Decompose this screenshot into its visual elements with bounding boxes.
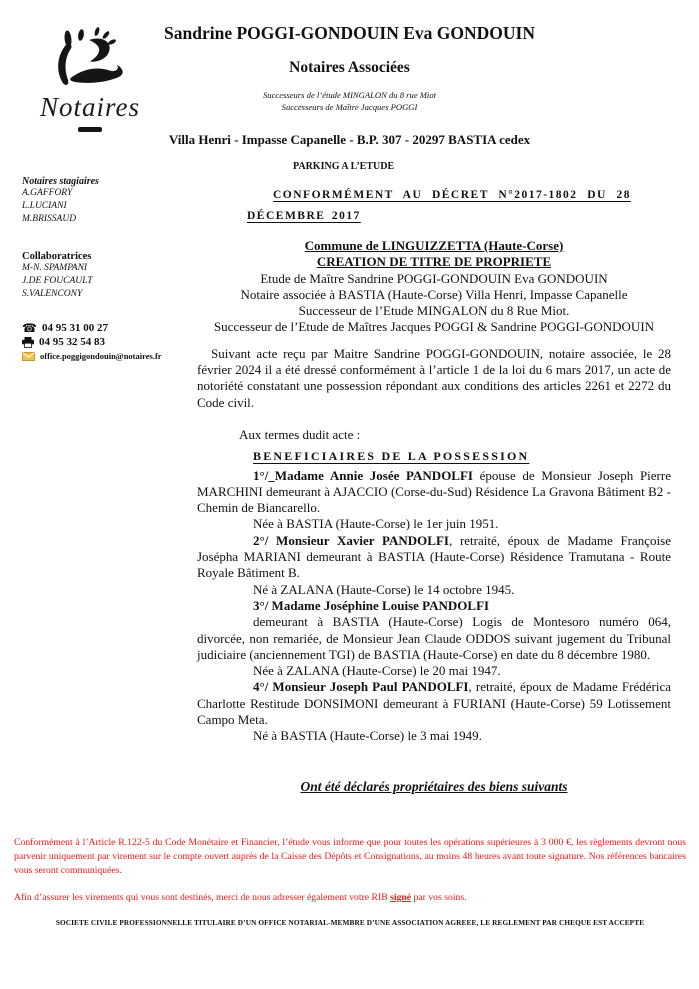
successor-line-2: Successeurs de Maître Jacques POGGI [281, 101, 418, 112]
rib-notice-line [14, 892, 686, 903]
decree-heading [247, 185, 631, 227]
beneficiary-1-text: épouse de Monsieur Joseph Pierre MARCHINI demeurant à AJACCIO (Corse-du-Sud) Résidence La Gravona Bâtiment B2 - Chemin de Biancarello. [197, 467, 671, 516]
successor-line-1: Successeurs de l’étude MINGALON du 8 rue Miot [262, 90, 437, 100]
aux-termes-line: Aux termes dudit acte : [239, 426, 361, 442]
stagiaire-name: M.BRISSAUD [22, 214, 77, 224]
logo-wordmark: Notaires [39, 92, 140, 122]
fax-number: 04 95 32 54 83 [39, 336, 105, 348]
beneficiary-3-paragraph: demeurant à BASTIA (Haute-Corse) Logis de Montesoro numéro 064, divorcée, non remariée, de Monsieur Jean Claude ODDOS suivant jugement du Tribunal judiciaire (anciennement TGI) de BASTIA (Haute-Corse) en date du 8 décembre 1980. [197, 614, 671, 662]
payment-notice-paragraph: Conformément à l’Article R.122-5 du Code Monétaire et Financier, l’étude vous informe que pour toutes les opérations supérieures à 3 000 €, les règlements devront nous parvenir uniquement par virement sur le compte ouvert auprès de la Caisse des Dépôts et Consignations, au moins 48 heures avant toute signature. Nos références bancaires vous seront communiquées. [14, 837, 686, 877]
phone-icon: ☎ [22, 321, 37, 335]
beneficiary-3-heading [197, 598, 671, 614]
beneficiary-2-birth: Né à ZALANA (Haute-Corse) le 14 octobre 1945. [253, 581, 515, 597]
collaboratrice-name: J.DE FOUCAULT [22, 276, 93, 286]
beneficiary-1-paragraph [197, 468, 671, 517]
beneficiary-4-paragraph [197, 679, 671, 728]
successors-block [0, 90, 699, 113]
beneficiary-3-birth: Née à ZALANA (Haute-Corse) le 20 mai 1947. [253, 663, 501, 679]
intro-paragraph: Suivant acte reçu par Maitre Sandrine POGGI-GONDOUIN, notaire associée, le 28 février 2024 il a été dressé conformément à l’article 1 de la loi du 6 mars 2017, un acte de notoriété constatant une possession répondant aux conditions des articles 2261 et 2272 du Code civil. [197, 345, 671, 410]
etude-line-1: Etude de Maître Sandrine POGGI-GONDOUIN Eva GONDOUIN [260, 270, 608, 286]
legal-mention-line: SOCIETE CIVILE PROFESSIONNELLE TITULAIRE D’UN OFFICE NOTARIAL-MEMBRE D’UNE ASSOCIATION AGREEE, LE REGLEMENT PAR CHEQUE EST ACCEPTE [55, 917, 645, 927]
act-body [197, 238, 671, 795]
creation-heading: CREATION DE TITRE DE PROPRIETE [316, 254, 552, 270]
stagiaires-title: Notaires stagiaires [22, 176, 99, 187]
beneficiary-4-text: , retraité, époux de Madame Frédérica Charlotte Restitude DONSIMONI demeurant à FURIANI (Haute-Corse) 59 Lotissement Campo Meta. [197, 679, 672, 728]
rib-notice-prefix: Afin d’assurer les virements qui vous sont destinés, merci de nous adresser également votre RIB [14, 891, 391, 903]
beneficiary-4-birth: Né à BASTIA (Haute-Corse) le 3 mai 1949. [253, 728, 482, 744]
rib-notice-suffix: par vos soins. [411, 891, 467, 903]
commune-heading: Commune de LINGUIZZETTA (Haute-Corse) [304, 238, 564, 253]
phone-row [22, 321, 197, 335]
etude-line-4: Successeur de l’Etude de Maîtres Jacques POGGI & Sandrine POGGI-GONDOUIN [213, 319, 655, 335]
phone-number: 04 95 31 00 27 [41, 322, 108, 334]
letterhead-sidebar [22, 176, 197, 363]
email-address: office.poggigondouin@notaires.fr [40, 351, 162, 361]
etude-line-2: Notaire associée à BASTIA (Haute-Corse) Villa Henri, Impasse Capanelle [240, 286, 628, 302]
beneficiaires-heading: BENEFICIAIRES DE LA POSSESSION [253, 449, 530, 464]
collaboratrice-name: M-N. SPAMPANI [22, 263, 88, 273]
beneficiary-2-name: 2°/ Monsieur Xavier PANDOLFI [253, 532, 449, 548]
office-subtitle: Notaires Associées [289, 59, 410, 76]
parking-note: PARKING A L’ETUDE [293, 161, 395, 172]
declaration-heading: Ont été déclarés propriétaires des biens suivants [300, 778, 568, 794]
beneficiary-2-paragraph [197, 533, 671, 582]
office-title: Sandrine POGGI-GONDOUIN Eva GONDOUIN [164, 23, 535, 43]
beneficiary-2-text: , retraité, époux de Madame Françoise Josépha MARIANI demeurant à BASTIA (Haute-Corse) Résidence Tramutana - Route Royale Bâtiment B. [197, 532, 671, 581]
stagiaire-name: A.GAFFORY [22, 188, 73, 198]
beneficiary-3-name: 3°/ Madame Joséphine Louise PANDOLFI [253, 597, 490, 613]
stagiaire-name: L.LUCIANI [22, 201, 67, 211]
office-address: Villa Henri - Impasse Capanelle - B.P. 307 - 20297 BASTIA cedex [168, 132, 531, 147]
etude-block [197, 271, 671, 336]
collaboratrices-title: Collaboratrices [22, 251, 92, 262]
decree-text: CONFORMÉMENT AU DÉCRET N°2017-1802 DU 28 DÉCEMBRE 2017 [247, 189, 631, 222]
beneficiary-1-name: 1°/_Madame Annie Josée PANDOLFI [253, 467, 473, 483]
beneficiary-4-name: 4°/ Monsieur Joseph Paul PANDOLFI [253, 679, 469, 695]
collaboratrice-name: S.VALENCONY [22, 289, 83, 299]
page-footer [14, 836, 686, 927]
fax-row [22, 335, 197, 349]
rib-notice-signed: signé [390, 891, 412, 903]
contact-block [22, 321, 197, 363]
email-row [22, 349, 197, 363]
fax-printer-icon [22, 337, 34, 348]
beneficiary-1-birth: Née à BASTIA (Haute-Corse) le 1er juin 1951. [253, 516, 499, 532]
etude-line-3: Successeur de l’Etude MINGALON du 8 Rue Miot. [298, 303, 570, 319]
envelope-icon [22, 352, 35, 361]
